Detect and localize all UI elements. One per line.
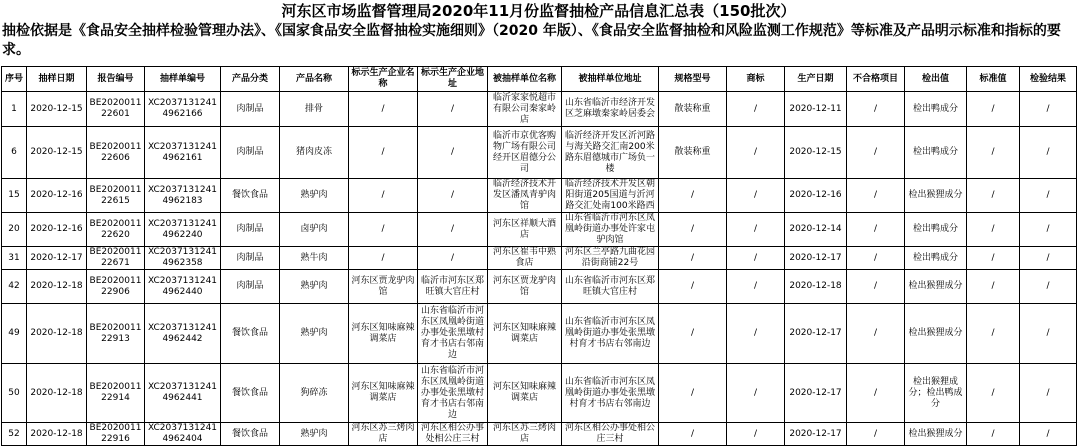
table-cell: / xyxy=(349,213,418,247)
table-cell: 河东区兰亭路九曲花园沿街商铺22号 xyxy=(562,247,659,270)
inspection-table xyxy=(1,66,1077,446)
table-cell: / xyxy=(727,92,785,127)
table-cell: 1 xyxy=(2,92,27,127)
table-cell: / xyxy=(727,304,785,364)
table-cell: BE202001122914 xyxy=(87,364,145,423)
table-cell: BE202001122913 xyxy=(87,304,145,364)
table-cell: 餐饮食品 xyxy=(221,364,280,423)
table-cell: 20 xyxy=(2,213,27,247)
table-cell: 肉制品 xyxy=(221,127,280,179)
table-cell: / xyxy=(847,127,905,179)
table-cell: XC20371312414962440 xyxy=(145,270,221,304)
table-cell: 猪肉皮冻 xyxy=(280,127,349,179)
table-cell: 检出猴狸成分 xyxy=(905,270,967,304)
table-cell: 检出猴狸成分 xyxy=(905,423,967,446)
table-cell: 河东区崔韦中熟食店 xyxy=(488,247,562,270)
table-cell: 6 xyxy=(2,127,27,179)
table-cell: XC20371312414962358 xyxy=(145,247,221,270)
table-cell: / xyxy=(1020,247,1077,270)
table-cell: 河东区知味麻辣调菜店 xyxy=(349,364,418,423)
table-cell: 临沂市河东区郑旺镇大官庄村 xyxy=(418,270,488,304)
table-cell: 2020-12-17 xyxy=(27,247,87,270)
table-cell: 42 xyxy=(2,270,27,304)
table-cell: XC20371312414962240 xyxy=(145,213,221,247)
table-cell: BE202001122606 xyxy=(87,127,145,179)
column-header: 抽样单编号 xyxy=(145,67,221,92)
column-header: 产品名称 xyxy=(280,67,349,92)
table-cell: / xyxy=(349,92,418,127)
table-cell: / xyxy=(727,423,785,446)
header-row xyxy=(2,67,1077,92)
table-cell: 2020-12-18 xyxy=(27,304,87,364)
table-cell: 山东省临沂市河东区凤凰岭街道办事处张黑墩村育才书店右邻南边 xyxy=(562,304,659,364)
table-cell: XC20371312414962166 xyxy=(145,92,221,127)
table-cell: 2020-12-16 xyxy=(27,179,87,213)
column-header: 标示生产企业名称 xyxy=(349,67,418,92)
table-cell: / xyxy=(659,304,727,364)
table-cell: 临沂经济技术开发区朝阳街道205国道与沂河路交汇处南100米路西 xyxy=(562,179,659,213)
table-cell: 狗碎冻 xyxy=(280,364,349,423)
table-cell: 肉制品 xyxy=(221,270,280,304)
table-cell: / xyxy=(967,179,1020,213)
table-cell: 河东区相公办事处相公庄三村 xyxy=(562,423,659,446)
table-cell: 2020-12-16 xyxy=(785,179,847,213)
table-cell: 2020-12-15 xyxy=(785,127,847,179)
table-cell: / xyxy=(1020,304,1077,364)
table-cell: 15 xyxy=(2,179,27,213)
table-cell: / xyxy=(847,270,905,304)
table-cell: / xyxy=(349,247,418,270)
table-cell: 餐饮食品 xyxy=(221,304,280,364)
table-cell: 河东区知味麻辣调菜店 xyxy=(488,304,562,364)
table-cell: XC20371312414962442 xyxy=(145,304,221,364)
table-cell: / xyxy=(1020,127,1077,179)
table-cell: / xyxy=(659,247,727,270)
table-cell: 临沂家家悦超市有限公司秦家岭店 xyxy=(488,92,562,127)
table-cell: / xyxy=(967,423,1020,446)
table-cell: / xyxy=(1020,179,1077,213)
table-cell: / xyxy=(727,213,785,247)
table-cell: 肉制品 xyxy=(221,92,280,127)
table-cell: / xyxy=(967,127,1020,179)
table-row xyxy=(2,179,1077,213)
table-cell: 散装称重 xyxy=(659,127,727,179)
table-cell: 熟牛肉 xyxy=(280,247,349,270)
table-cell: / xyxy=(967,364,1020,423)
table-cell: XC20371312414962161 xyxy=(145,127,221,179)
table-cell: 山东省临沂市河东区凤凰岭街道办事处许家屯驴肉馆 xyxy=(562,213,659,247)
table-cell: BE202001122906 xyxy=(87,270,145,304)
table-cell: 临沂经济技术开发区潘凤青驴肉馆 xyxy=(488,179,562,213)
table-cell: XC20371312414962183 xyxy=(145,179,221,213)
table-cell: / xyxy=(727,179,785,213)
table-cell: 山东省临沂市河东区凤凰岭街道办事处张黑墩村育才书店右邻南边 xyxy=(418,304,488,364)
column-header: 标准值 xyxy=(967,67,1020,92)
table-row xyxy=(2,364,1077,423)
table-cell: / xyxy=(727,364,785,423)
column-header: 序号 xyxy=(2,67,27,92)
column-header: 产品分类 xyxy=(221,67,280,92)
table-row xyxy=(2,423,1077,446)
table-row xyxy=(2,213,1077,247)
table-cell: / xyxy=(967,213,1020,247)
table-cell: 检出鸭成分 xyxy=(905,127,967,179)
table-cell: 49 xyxy=(2,304,27,364)
table-cell: 2020-12-11 xyxy=(785,92,847,127)
column-header: 检出值 xyxy=(905,67,967,92)
table-cell: 卤驴肉 xyxy=(280,213,349,247)
table-cell: 31 xyxy=(2,247,27,270)
table-cell: / xyxy=(1020,423,1077,446)
table-cell: 检出猴狸成分；检出鸭成分 xyxy=(905,364,967,423)
column-header: 报告编号 xyxy=(87,67,145,92)
table-cell: / xyxy=(847,179,905,213)
table-cell: / xyxy=(1020,270,1077,304)
column-header: 检验结果 xyxy=(1020,67,1077,92)
table-cell: 2020-12-18 xyxy=(27,423,87,446)
table-cell: 山东省临沂市河东区凤凰岭街道办事处张黑墩村育才书店右邻南边 xyxy=(418,364,488,423)
table-cell: 山东省临沂市河东区郑旺镇大官庄村 xyxy=(562,270,659,304)
table-cell: / xyxy=(727,127,785,179)
table-cell: 2020-12-14 xyxy=(785,213,847,247)
table-cell: XC20371312414962441 xyxy=(145,364,221,423)
table-row xyxy=(2,270,1077,304)
table-cell: BE202001122601 xyxy=(87,92,145,127)
table-cell: 肉制品 xyxy=(221,247,280,270)
table-cell: 河东区知味麻辣调菜店 xyxy=(349,304,418,364)
column-header: 规格型号 xyxy=(659,67,727,92)
table-cell: BE202001122671 xyxy=(87,247,145,270)
table-cell: / xyxy=(847,304,905,364)
table-cell: 熟驴肉 xyxy=(280,179,349,213)
column-header: 被抽样单位名称 xyxy=(488,67,562,92)
column-header: 抽样日期 xyxy=(27,67,87,92)
table-cell: 散装称重 xyxy=(659,92,727,127)
page-title: 河东区市场监督管理局2020年11月份监督抽检产品信息汇总表（150批次） xyxy=(281,2,796,20)
inspection-basis: 抽检依据是《食品安全抽样检验管理办法》、《国家食品安全监督抽检实施细则》（2020 年版）、《食品安全监督抽检和风险监测工作规范》等标准及产品明示标准和指标的要求。 xyxy=(2,23,1061,58)
column-header: 商标 xyxy=(727,67,785,92)
table-cell: 临沂市京优客购物广场有限公司经开区眉德分公司 xyxy=(488,127,562,179)
table-cell: 餐饮食品 xyxy=(221,423,280,446)
table-cell: 50 xyxy=(2,364,27,423)
table-cell: 肉制品 xyxy=(221,213,280,247)
table-cell: 2020-12-17 xyxy=(785,364,847,423)
table-cell: 河东区苏三烤肉店 xyxy=(349,423,418,446)
table-cell: 河东区苏三烤肉店 xyxy=(488,423,562,446)
column-header: 生产日期 xyxy=(785,67,847,92)
table-cell: / xyxy=(847,247,905,270)
table-cell: / xyxy=(967,92,1020,127)
table-cell: / xyxy=(659,364,727,423)
table-cell: / xyxy=(1020,364,1077,423)
table-cell: XC20371312414962404 xyxy=(145,423,221,446)
table-cell: 2020-12-18 xyxy=(27,364,87,423)
table-cell: / xyxy=(967,270,1020,304)
table-cell: 河东区贾龙驴肉馆 xyxy=(349,270,418,304)
table-cell: / xyxy=(659,179,727,213)
table-cell: / xyxy=(659,270,727,304)
table-cell: / xyxy=(659,423,727,446)
table-cell: 2020-12-17 xyxy=(785,423,847,446)
table-cell: 2020-12-15 xyxy=(27,127,87,179)
table-cell: BE202001122620 xyxy=(87,213,145,247)
table-cell: 2020-12-18 xyxy=(27,270,87,304)
table-cell: 河东区知味麻辣调菜店 xyxy=(488,364,562,423)
table-row xyxy=(2,304,1077,364)
table-cell: 52 xyxy=(2,423,27,446)
table-cell: 2020-12-16 xyxy=(27,213,87,247)
table-cell: 熟驴肉 xyxy=(280,423,349,446)
column-header: 标示生产企业地址 xyxy=(418,67,488,92)
table-cell: 检出鸭成分 xyxy=(905,247,967,270)
table-cell: / xyxy=(847,213,905,247)
table-cell: BE202001122615 xyxy=(87,179,145,213)
table-cell: / xyxy=(727,247,785,270)
table-cell: 临沂经济开发区沂河路与海关路交汇南200米路东眉德城市广场负一楼 xyxy=(562,127,659,179)
table-cell: / xyxy=(847,423,905,446)
table-cell: 检出猴狸成分 xyxy=(905,304,967,364)
table-cell: / xyxy=(349,179,418,213)
table-cell: / xyxy=(1020,213,1077,247)
table-cell: 河东区贾龙驴肉馆 xyxy=(488,270,562,304)
table-cell: 山东省临沂市经济开发区芝麻墩秦家岭居委会 xyxy=(562,92,659,127)
table-cell: 熟驴肉 xyxy=(280,270,349,304)
table-cell: / xyxy=(847,364,905,423)
table-cell: 山东省临沂市河东区凤凰岭街道办事处张黑墩村育才书店右邻南边 xyxy=(562,364,659,423)
table-cell: / xyxy=(659,213,727,247)
table-cell: / xyxy=(847,92,905,127)
table-cell: 餐饮食品 xyxy=(221,179,280,213)
table-row xyxy=(2,127,1077,179)
table-cell: / xyxy=(727,270,785,304)
table-cell: 河东区祥顺大酒店 xyxy=(488,213,562,247)
table-cell: 检出猴狸成分 xyxy=(905,179,967,213)
table-cell: / xyxy=(418,213,488,247)
table-cell: 2020-12-17 xyxy=(785,304,847,364)
table-cell: / xyxy=(418,179,488,213)
table-cell: / xyxy=(967,247,1020,270)
table-cell: / xyxy=(1020,92,1077,127)
table-cell: 2020-12-15 xyxy=(27,92,87,127)
table-cell: / xyxy=(418,127,488,179)
table-cell: / xyxy=(418,92,488,127)
table-row xyxy=(2,247,1077,270)
table-cell: BE202001122916 xyxy=(87,423,145,446)
table-cell: 熟驴肉 xyxy=(280,304,349,364)
table-cell: 2020-12-17 xyxy=(785,247,847,270)
table-cell: 排骨 xyxy=(280,92,349,127)
table-cell: 检出鸭成分 xyxy=(905,92,967,127)
table-cell: / xyxy=(967,304,1020,364)
table-cell: / xyxy=(418,247,488,270)
column-header: 不合格项目 xyxy=(847,67,905,92)
column-header: 被抽样单位地址 xyxy=(562,67,659,92)
table-row xyxy=(2,92,1077,127)
table-cell: / xyxy=(349,127,418,179)
table-cell: 河东区相公办事处相公庄三村 xyxy=(418,423,488,446)
table-cell: 2020-12-18 xyxy=(785,270,847,304)
table-cell: 检出鸭成分 xyxy=(905,213,967,247)
